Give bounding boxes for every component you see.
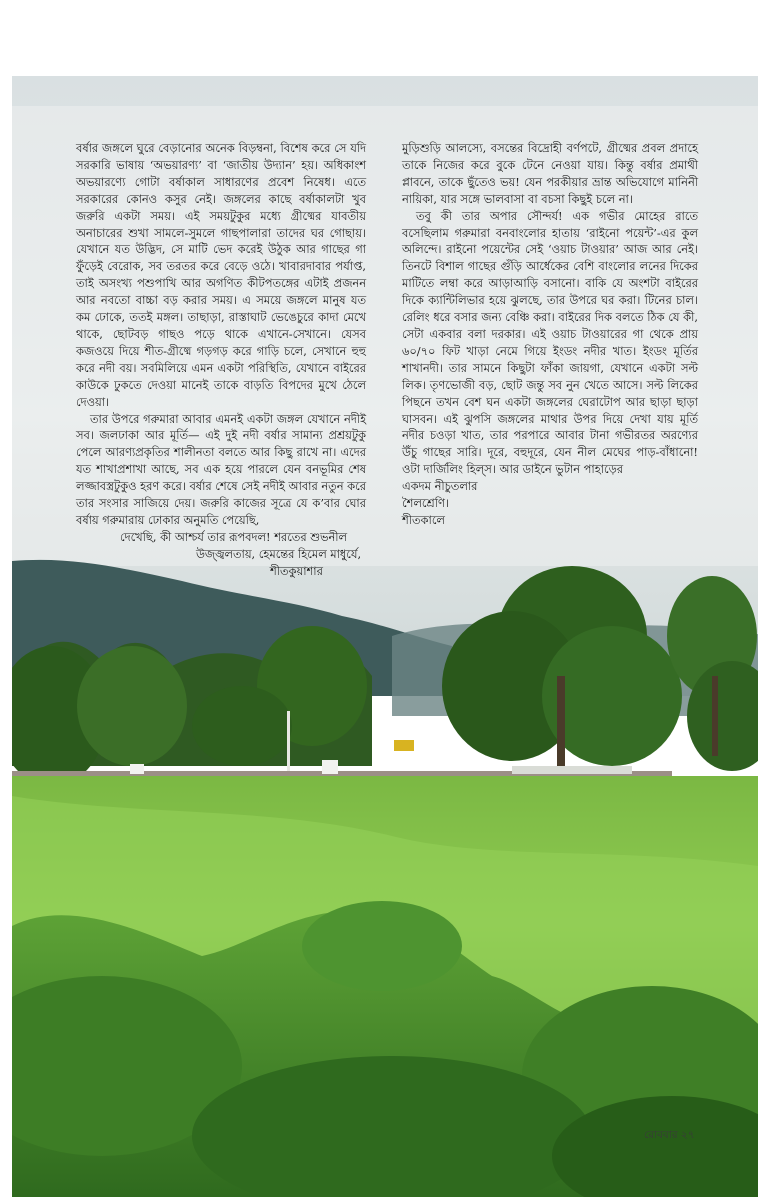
right-paragraph-1: মুড়িশুড়ি আলস্যে, বসন্তের বিদ্রোহী বর্ণপটে, গ্রীষ্মের প্রবল প্রদাহে তাকে নিজের করে বুকে টেনে নেওয়া যায়। কিন্তু বর্ষার প্রমাথী প্লাবনে, তাকে ছুঁতেও ভয়! যেন পরকীয়ার ভ্রান্ত অভিযোগে মানিনী নায়িকা, যার সঙ্গে ভালবাসা বা বচসা কিছুই চলে না। (402, 141, 698, 206)
article-column-left (76, 140, 366, 580)
left-tail-line-3: শীতকুয়াশার (270, 563, 323, 578)
right-tail-line-2: শৈলশ্রেণি। (402, 496, 449, 511)
left-tail-line-2: উজ্জ্বলতায়, হেমন্তের হিমেল মাধুর্যে, (196, 546, 362, 561)
article-column-right (402, 140, 698, 529)
left-paragraph-1: বর্ষার জঙ্গলে ঘুরে বেড়ানোর অনেক বিড়ম্বনা, বিশেষ করে সে যদি সরকারি ভাষায় ‘অভয়ারণ্য’ বা ‘জাতীয় উদ্যান’ হয়। অধিকাংশ অভয়ারণ্যে গোটা বর্ষাকাল সাধারণের প্রবেশ নিষেধ। এতে সরকারের কোনও কসুর নেই। জঙ্গলের কাছে বর্ষাকালটা খুব জরুরি একটা সময়। এই সময়টুকুর মধ্যে গ্রীষ্মের যাবতীয় অনাচারের শুখা সামলে-সুমলে গাছপালারা তাদের ঘর গোছায়। যেখানে যত উদ্ভিদ, সে মাটি ভেদ করেই উঠুক আর গাছের গা ফুঁড়েই বেরোক, সব তরতর করে বেড়ে ওঠে। খাবারদাবার পর্যাপ্ত, তাই অসংখ্য পশুপাখি আর অগণিত কীটপতঙ্গের এটাই প্রজনন আর নবতো বাচ্চা বড় করার সময়। এ সময়ে জঙ্গলে মানুষ যত কম ঢোকে, ততই মঙ্গল। তাছাড়া, রাস্তাঘাট ভেঙেচুরে কাদা মেখে থাকে, ছোটবড় গাছও পড়ে থাকে এখানে-সেখানে। যেসব কজওয়ে দিয়ে শীত-গ্রীষ্মে গড়গড় করে গাড়ি চলে, সেখানে হুহু করে নদী বয়। সবমিলিয়ে এমন একটা পরিস্থিতি, যেখানে বাইরের কাউকে ঢুকতে দেওয়া মানেই তাকে বাড়তি বিপদের মুখে ঠেলে দেওয়া। (76, 141, 366, 409)
left-paragraph-2: তার উপরে গরুমারা আবার এমনই একটা জঙ্গল যেখানে নদীই সব। জলঢাকা আর মূর্তি— এই দুই নদী বর্ষার সামান্য প্রশ্রয়টুকু পেলে আরণ্যপ্রকৃতির শালীনতা বলতে আর কিছু রাখে না। এদের যত শাখাপ্রশাখা আছে, সব এক হয়ে পারলে যেন বনভূমির শেষ লজ্জাবস্ত্রটুকুও হরণ করে। বর্ষার শেষে সেই নদীই আবার নতুন করে তার সংসার সাজিয়ে দেয়। জরুরি কাজের সূত্রে যে ক’বার ঘোর বর্ষায় গরুমারায় ঢোকার অনুমতি পেয়েছি, (76, 411, 366, 527)
right-tail-line-1: একদম নীচুতলার (402, 479, 478, 494)
page-folio: রোববার ২৭ (644, 1129, 695, 1141)
right-tail-line-3: শীতকালে (402, 512, 445, 527)
left-tail-line-1: দেখেছি, কী আশ্চর্য তার রূপবদল! শরতের শুভনীল (120, 529, 348, 544)
right-paragraph-2: তবু কী তার অপার সৌন্দর্য! এক গভীর মোহের রাতে বসেছিলাম গরুমারা বনবাংলোর হাতায় ‘রাইনো পয়েন্ট’-এর কুল অলিন্দে। রাইনো পয়েন্টের সেই ‘ওয়াচ টাওয়ার’ আজ আর নেই। তিনটে বিশাল গাছের গুঁড়ি আর্ধেকের বেশি বাংলোর লনের দিকের মাটিতে লম্বা করে আড়াআড়ি বসানো। বাকি যে অংশটা বাইরের দিকে ক্যান্টিলিভার হয়ে ঝুলছে, তার উপরে ঘর করা। টিনের চাল। রেলিং ধরে বসার জন্য বেঞ্চি করা। বাইরের দিক বলতে ঠিক যে কী, সেটা একবার বলা দরকার। এই ওয়াচ টাওয়ারের গা থেকে প্রায় ৬০/৭০ ফিট খাড়া নেমে গিয়ে ইংডং নদীর খাত। ইংডং মূর্তির শাখানদী। তার সামনে কিছুটা ফাঁকা জায়গা, যেখানে একটা সল্ট লিক। তৃণভোজী বড়, ছোট জন্তু সব নুন খেতে আসে। সল্ট লিকের পিছনে তখন বেশ ঘন একটা জঙ্গলের ঘেরাটোপ আর ছাড়া ছাড়া ঘাসবন। এই ঝুপসি জঙ্গলের মাথার উপর দিয়ে দেখা যায় মূর্তি নদীর চওড়া খাত, তার পরপারে আবার টানা গভীরতর অরণ্যের উঁচু গাছের সারি। দূরে, বহুদূরে, যেন নীল মেঘের পাড়-বাঁধানো! ওটা দার্জিলিং হিল্‌স। আর ডাইনে ভুটান পাহাড়ের (402, 208, 698, 477)
